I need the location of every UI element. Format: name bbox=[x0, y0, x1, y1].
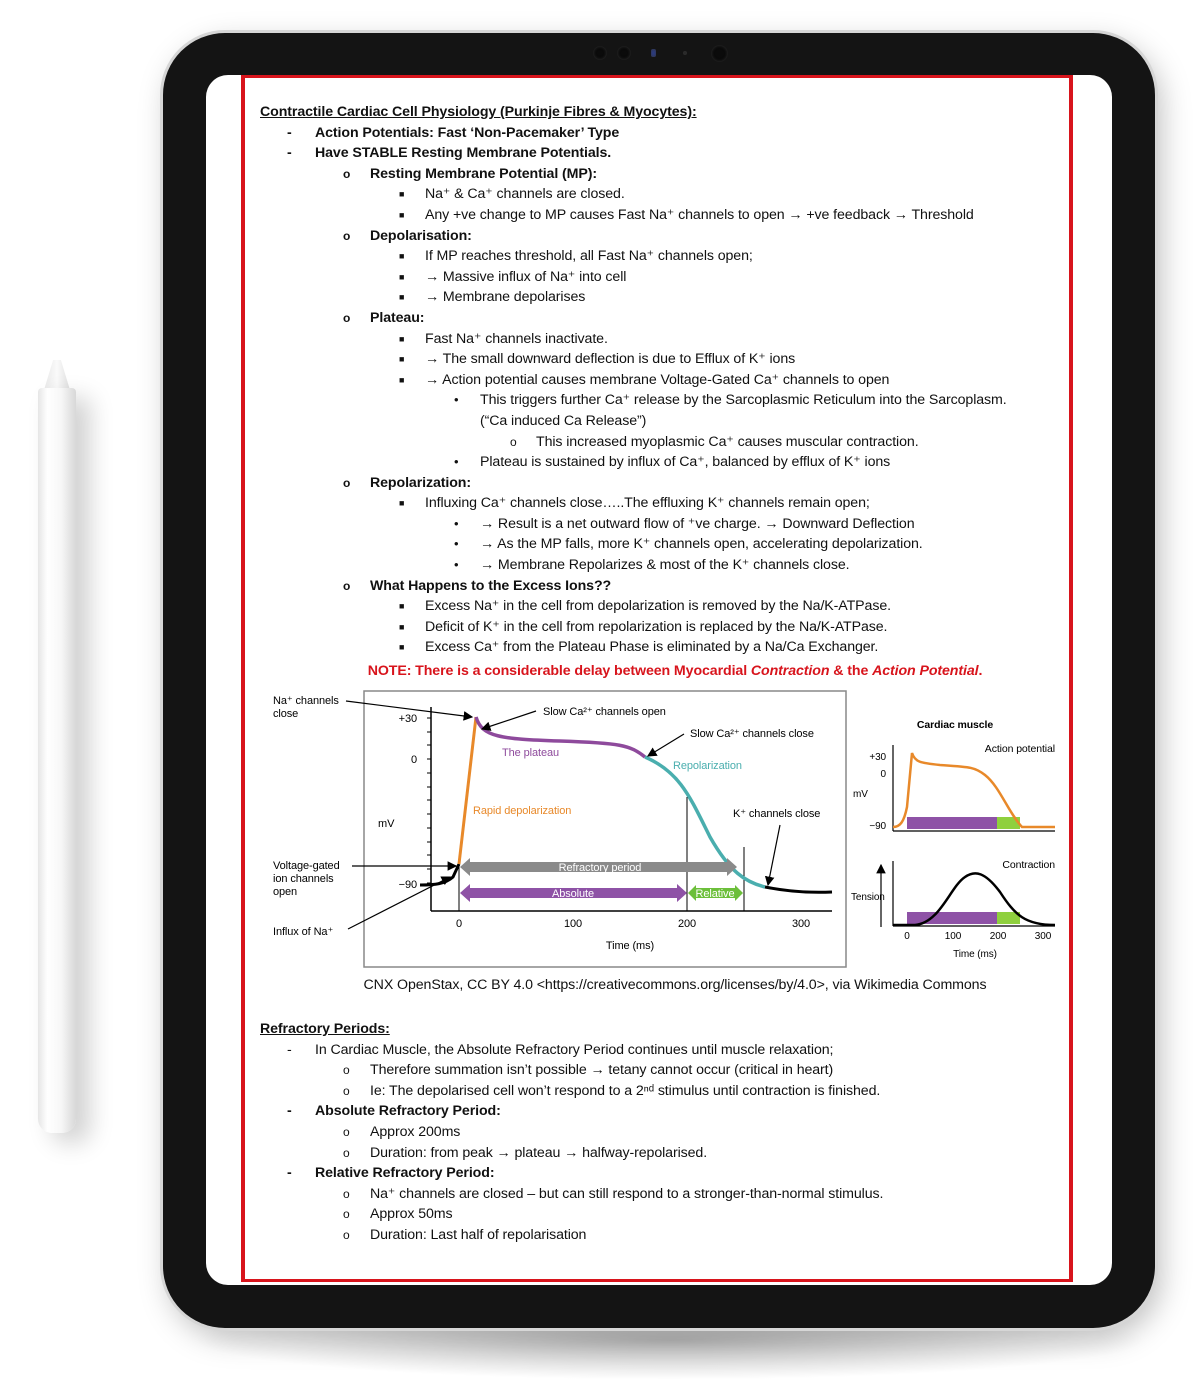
camera-bar bbox=[593, 43, 753, 63]
ytick: 0 bbox=[880, 769, 886, 781]
list-item-text: Excess Ca⁺ from the Plateau Phase is eliminated by a Na/Ca Exchanger. bbox=[425, 639, 879, 656]
x-axis-label: Time (ms) bbox=[605, 940, 655, 953]
list-item bbox=[260, 555, 1070, 576]
list-item-text: This triggers further Ca⁺ release by the Sarcoplasmic Reticulum into the Sarcoplasm. bbox=[480, 392, 1007, 409]
xtick: 200 bbox=[989, 931, 1007, 943]
list-item-text: → Membrane depolarises bbox=[425, 289, 586, 306]
list-item bbox=[260, 1204, 1070, 1225]
list-item bbox=[260, 1122, 1070, 1143]
ytick: +30 bbox=[398, 713, 417, 726]
x-axis-label: Time (ms) bbox=[953, 949, 997, 961]
list-item bbox=[260, 452, 1070, 473]
bullet-marker: o bbox=[343, 166, 351, 181]
list-item bbox=[260, 267, 1070, 288]
bullet-marker: o bbox=[343, 1207, 350, 1222]
section-2-title: Refractory Periods: bbox=[260, 1021, 390, 1038]
list-item bbox=[260, 143, 1070, 164]
bullet-marker: o bbox=[343, 1227, 350, 1242]
tablet-screen bbox=[206, 75, 1112, 1285]
list-item-text: Repolarization: bbox=[370, 474, 471, 491]
spacer bbox=[260, 999, 1070, 1019]
note-emph: Contraction bbox=[750, 663, 830, 680]
annotation: Slow Ca²⁺ channels open bbox=[543, 706, 666, 719]
bullet-marker: ■ bbox=[399, 642, 405, 653]
ytick: 0 bbox=[410, 754, 417, 767]
list-item bbox=[260, 1040, 1070, 1061]
list-item-text: Any +ve change to MP causes Fast Na⁺ channels to open → +ve feedback → Threshold bbox=[425, 206, 974, 223]
section-1-list bbox=[260, 123, 1070, 658]
list-item bbox=[260, 596, 1070, 617]
list-item-text: Plateau is sustained by influx of Ca⁺, balanced by efflux of K⁺ ions bbox=[480, 454, 891, 471]
xtick: 0 bbox=[455, 918, 463, 931]
bullet-marker: ■ bbox=[399, 354, 405, 365]
list-item bbox=[260, 617, 1070, 638]
y-axis-label: mV bbox=[378, 818, 395, 831]
bullet-marker: - bbox=[287, 145, 292, 162]
bullet-marker: o bbox=[343, 475, 351, 490]
list-item bbox=[260, 1081, 1070, 1102]
annotation: The plateau bbox=[502, 747, 559, 760]
list-item-text: Therefore summation isn’t possible → tetany cannot occur (critical in heart) bbox=[370, 1062, 834, 1079]
side-chart-title: Cardiac muscle bbox=[916, 719, 994, 732]
list-item-text: What Happens to the Excess Ions?? bbox=[370, 577, 612, 594]
document-body bbox=[260, 102, 1070, 1246]
list-item-text: Plateau: bbox=[370, 309, 425, 326]
bullet-marker: o bbox=[343, 310, 351, 325]
list-item-text: Absolute Refractory Period: bbox=[315, 1103, 501, 1120]
list-item-text: In Cardiac Muscle, the Absolute Refractory Period continues until muscle relaxation; bbox=[315, 1041, 834, 1058]
bullet-marker: • bbox=[454, 536, 459, 552]
camera-icon bbox=[711, 45, 728, 62]
relative-label: Relative bbox=[695, 888, 735, 901]
list-item-text: → Action potential causes membrane Voltage-Gated Ca⁺ channels to open bbox=[425, 371, 890, 388]
indicator-icon bbox=[651, 49, 656, 57]
bullet-marker: - bbox=[287, 1103, 292, 1120]
xtick: 300 bbox=[1034, 931, 1052, 943]
bullet-marker: o bbox=[343, 1125, 350, 1139]
refractory-label: Refractory period bbox=[558, 862, 642, 875]
action-potential-figure bbox=[260, 687, 1090, 977]
list-item bbox=[260, 1060, 1070, 1081]
list-item-text: Resting Membrane Potential (MP): bbox=[370, 165, 597, 182]
list-item bbox=[260, 1101, 1070, 1122]
note-part: . bbox=[978, 663, 983, 680]
list-item-text: Approx 50ms bbox=[370, 1206, 453, 1223]
list-item bbox=[260, 473, 1070, 494]
list-item-text: Duration: from peak → plateau → halfway-repolarised. bbox=[370, 1144, 708, 1161]
bullet-marker: o bbox=[343, 1145, 350, 1160]
bullet-marker: o bbox=[343, 228, 351, 243]
sensor-icon bbox=[683, 51, 687, 55]
list-item bbox=[260, 1163, 1070, 1184]
bullet-marker: o bbox=[510, 434, 517, 449]
ytick: +30 bbox=[869, 752, 886, 764]
section-2-list bbox=[260, 1040, 1070, 1246]
bullet-marker: ■ bbox=[399, 209, 405, 220]
bullet-marker: ■ bbox=[399, 189, 405, 200]
note-part: & the bbox=[829, 663, 873, 680]
xtick: 100 bbox=[944, 931, 962, 943]
list-item-text: Approx 200ms bbox=[370, 1124, 461, 1140]
bullet-marker: ■ bbox=[399, 601, 405, 612]
figure-caption: CNX OpenStax, CC BY 4.0 <https://creativecommons.org/licenses/by/4.0>, via Wikimedia Commons bbox=[363, 977, 987, 994]
stylus-pencil bbox=[38, 360, 78, 1135]
list-item-text: Action Potentials: Fast ‘Non-Pacemaker’ Type bbox=[315, 124, 620, 141]
list-item bbox=[260, 432, 1070, 453]
annotation: Rapid depolarization bbox=[473, 805, 572, 818]
ytick: −90 bbox=[869, 821, 886, 833]
list-item bbox=[260, 205, 1070, 226]
pencil-tip bbox=[44, 360, 70, 390]
list-item-text: This increased myoplasmic Ca⁺ causes muscular contraction. bbox=[536, 433, 919, 450]
list-item-text: If MP reaches threshold, all Fast Na⁺ channels open; bbox=[425, 248, 753, 265]
list-item bbox=[260, 514, 1070, 535]
list-item bbox=[260, 370, 1070, 391]
list-item bbox=[260, 164, 1070, 185]
bullet-marker: o bbox=[343, 578, 351, 593]
annotation: Voltage-gated bbox=[273, 860, 340, 873]
list-item-text: Na⁺ channels are closed – but can still respond to a stronger-than-normal stimulus. bbox=[370, 1185, 884, 1202]
bullet-marker: o bbox=[343, 1063, 350, 1078]
y-axis-label: mV bbox=[853, 789, 868, 801]
bullet-marker: • bbox=[454, 392, 459, 408]
xtick: 300 bbox=[791, 918, 811, 931]
note-emph: Action Potential bbox=[872, 663, 979, 680]
bullet-marker: ■ bbox=[399, 621, 405, 632]
list-item bbox=[260, 246, 1070, 267]
annotation: K⁺ channels close bbox=[733, 808, 821, 821]
bullet-marker: o bbox=[343, 1083, 350, 1098]
list-item bbox=[260, 226, 1070, 247]
list-item bbox=[260, 411, 1070, 432]
list-item-text: → Result is a net outward flow of ⁺ve charge. → Downward Deflection bbox=[480, 515, 915, 532]
pencil-body bbox=[38, 388, 76, 1133]
list-item bbox=[260, 123, 1070, 144]
list-item bbox=[260, 576, 1070, 597]
annotation: open bbox=[273, 886, 298, 899]
annotation: Slow Ca²⁺ channels close bbox=[690, 728, 814, 741]
figure-row bbox=[260, 687, 1070, 977]
list-item bbox=[260, 493, 1070, 514]
bullet-marker: ■ bbox=[399, 374, 405, 385]
annotation: Na⁺ channels bbox=[273, 695, 339, 708]
list-item-text: Ie: The depolarised cell won’t respond to a 2ⁿᵈ stimulus until contraction is finished. bbox=[370, 1082, 881, 1099]
list-item bbox=[260, 349, 1070, 370]
annotation: Repolarization bbox=[673, 760, 742, 773]
annotation: close bbox=[273, 708, 299, 721]
side-ap-label: Action potential bbox=[984, 743, 1055, 756]
list-item bbox=[260, 1184, 1070, 1205]
list-item-text: Na⁺ & Ca⁺ channels are closed. bbox=[425, 186, 625, 203]
sensor-icon bbox=[617, 46, 631, 60]
xtick: 200 bbox=[677, 918, 697, 931]
bullet-marker: • bbox=[454, 515, 459, 531]
list-item bbox=[260, 287, 1070, 308]
list-item-text: Duration: Last half of repolarisation bbox=[370, 1226, 587, 1243]
list-item-text: Excess Na⁺ in the cell from depolarization is removed by the Na/K-ATPase. bbox=[425, 598, 891, 615]
xtick: 100 bbox=[563, 918, 583, 931]
bullet-marker: ■ bbox=[399, 271, 405, 282]
list-item bbox=[260, 329, 1070, 350]
list-item bbox=[260, 534, 1070, 555]
list-item bbox=[260, 1143, 1070, 1164]
note-row bbox=[260, 663, 1070, 687]
annotation: Influx of Na⁺ bbox=[273, 926, 334, 939]
note-part: NOTE: There is a considerable delay between Myocardial bbox=[367, 663, 751, 680]
list-item-text: Depolarisation: bbox=[370, 227, 472, 244]
absolute-label: Absolute bbox=[551, 888, 595, 901]
sensor-icon bbox=[593, 46, 607, 60]
list-item-text: → Massive influx of Na⁺ into cell bbox=[425, 268, 627, 285]
ytick: −90 bbox=[398, 879, 417, 892]
list-item bbox=[260, 390, 1070, 411]
list-item-text: Have STABLE Resting Membrane Potentials. bbox=[315, 145, 612, 162]
list-item-text: Deficit of K⁺ in the cell from repolarization is replaced by the Na/K-ATPase. bbox=[425, 618, 888, 635]
bullet-marker: - bbox=[287, 124, 292, 141]
list-item-text: → Membrane Repolarizes & most of the K⁺ channels close. bbox=[480, 557, 850, 574]
bullet-marker: ■ bbox=[399, 292, 405, 303]
bullet-marker: - bbox=[287, 1041, 292, 1058]
list-item-text: → As the MP falls, more K⁺ channels open, accelerating depolarization. bbox=[480, 536, 923, 553]
y-axis-label: Tension bbox=[851, 892, 885, 904]
xtick: 0 bbox=[904, 931, 910, 943]
document-page bbox=[241, 75, 1073, 1282]
list-item-text: Fast Na⁺ channels inactivate. bbox=[425, 330, 608, 347]
tablet-device bbox=[163, 33, 1155, 1328]
bullet-marker: - bbox=[287, 1165, 292, 1182]
side-contraction-label: Contraction bbox=[1002, 859, 1055, 872]
list-item-text: (“Ca induced Ca Release”) bbox=[480, 412, 647, 429]
list-item bbox=[260, 184, 1070, 205]
note-text bbox=[260, 663, 1090, 679]
bullet-marker: • bbox=[454, 454, 459, 470]
caption-row bbox=[260, 977, 1070, 999]
bullet-marker: ■ bbox=[399, 333, 405, 344]
list-item-text: → The small downward deflection is due to Efflux of K⁺ ions bbox=[425, 351, 796, 368]
bullet-marker: o bbox=[343, 1186, 350, 1201]
list-item-text: Relative Refractory Period: bbox=[315, 1165, 495, 1182]
bullet-marker: • bbox=[454, 557, 459, 573]
bullet-marker: ■ bbox=[399, 498, 405, 509]
document-title: Contractile Cardiac Cell Physiology (Purkinje Fibres & Myocytes): bbox=[260, 104, 697, 120]
list-item bbox=[260, 637, 1070, 658]
bullet-marker: ■ bbox=[399, 251, 405, 262]
list-item-text: Influxing Ca⁺ channels close…..The effluxing K⁺ channels remain open; bbox=[425, 495, 870, 512]
list-item bbox=[260, 1225, 1070, 1246]
annotation: ion channels bbox=[273, 873, 334, 886]
list-item bbox=[260, 308, 1070, 329]
